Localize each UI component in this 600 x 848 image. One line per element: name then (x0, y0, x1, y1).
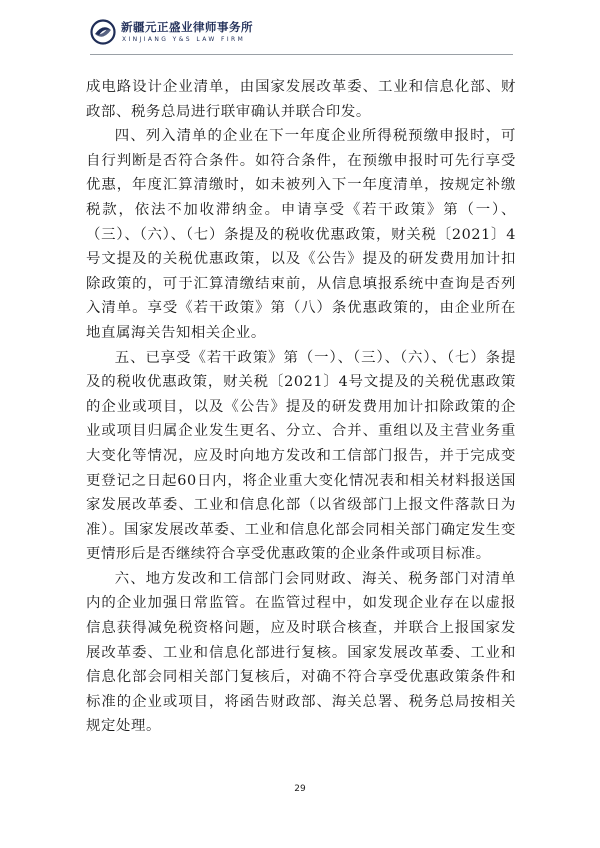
header-divider (90, 54, 513, 55)
document-body (86, 75, 516, 739)
page-header (90, 16, 520, 52)
paragraph-item-4: 四、列入清单的企业在下一年度企业所得税预缴申报时，可自行判断是否符合条件。如符合条件，在预缴申报时可先行享受优惠，年度汇算清缴时，如未被列入下一年度清单，按规定补缴税款，依法不加收滞纳金。申请享受《若干政策》第（一）、（三）、（六）、（七）条提及的税收优惠政策，财关税〔2021〕4号文提及的关税优惠政策，以及《公告》提及的研发费用加计扣除政策的，可于汇算清缴结束前，从信息填报系统中查询是否列入清单。享受《若干政策》第（八）条优惠政策的，由企业所在地直属海关告知相关企业。 (86, 128, 516, 341)
law-firm-logo-icon (90, 19, 116, 45)
page-number: 29 (294, 784, 306, 794)
firm-name-en: XINJIANG Y&S LAW FIRM (122, 36, 246, 43)
paragraph-item-5: 五、已享受《若干政策》第（一）、（三）、（六）、（七）条提及的税收优惠政策，财关税〔2021〕4号文提及的关税优惠政策的企业或项目，以及《公告》提及的研发费用加计扣除政策的企业或项目归属企业发生更名、分立、合并、重组以及主营业务重大变化等情况，应及时向地方发改和工信部门报告，并于完成变更登记之日起60日内，将企业重大变化情况表和相关材料报送国家发展改革委、工业和信息化部（以省级部门上报文件落款日为准）。国家发展改革委、工业和信息化部会同相关部门确定发生变更情形后是否继续符合享受优惠政策的企业条件或项目标准。 (86, 349, 516, 563)
paragraph-item-6: 六、地方发改和工信部门会同财政、海关、税务部门对清单内的企业加强日常监管。在监管过程中，如发现企业存在以虚报信息获得减免税资格问题，应及时联合核查，并联合上报国家发展改革委、工业和信息化部进行复核。国家发展改革委、工业和信息化部会同相关部门复核后，对确不符合享受优惠政策条件和标准的企业或项目，将函告财政部、海关总署、税务总局按相关规定处理。 (86, 570, 516, 735)
firm-name-cn: 新疆元正盛业律师事务所 (121, 20, 253, 34)
paragraph-continuation: 成电路设计企业清单，由国家发展改革委、工业和信息化部、财政部、税务总局进行联审确认并联合印发。 (86, 79, 516, 120)
